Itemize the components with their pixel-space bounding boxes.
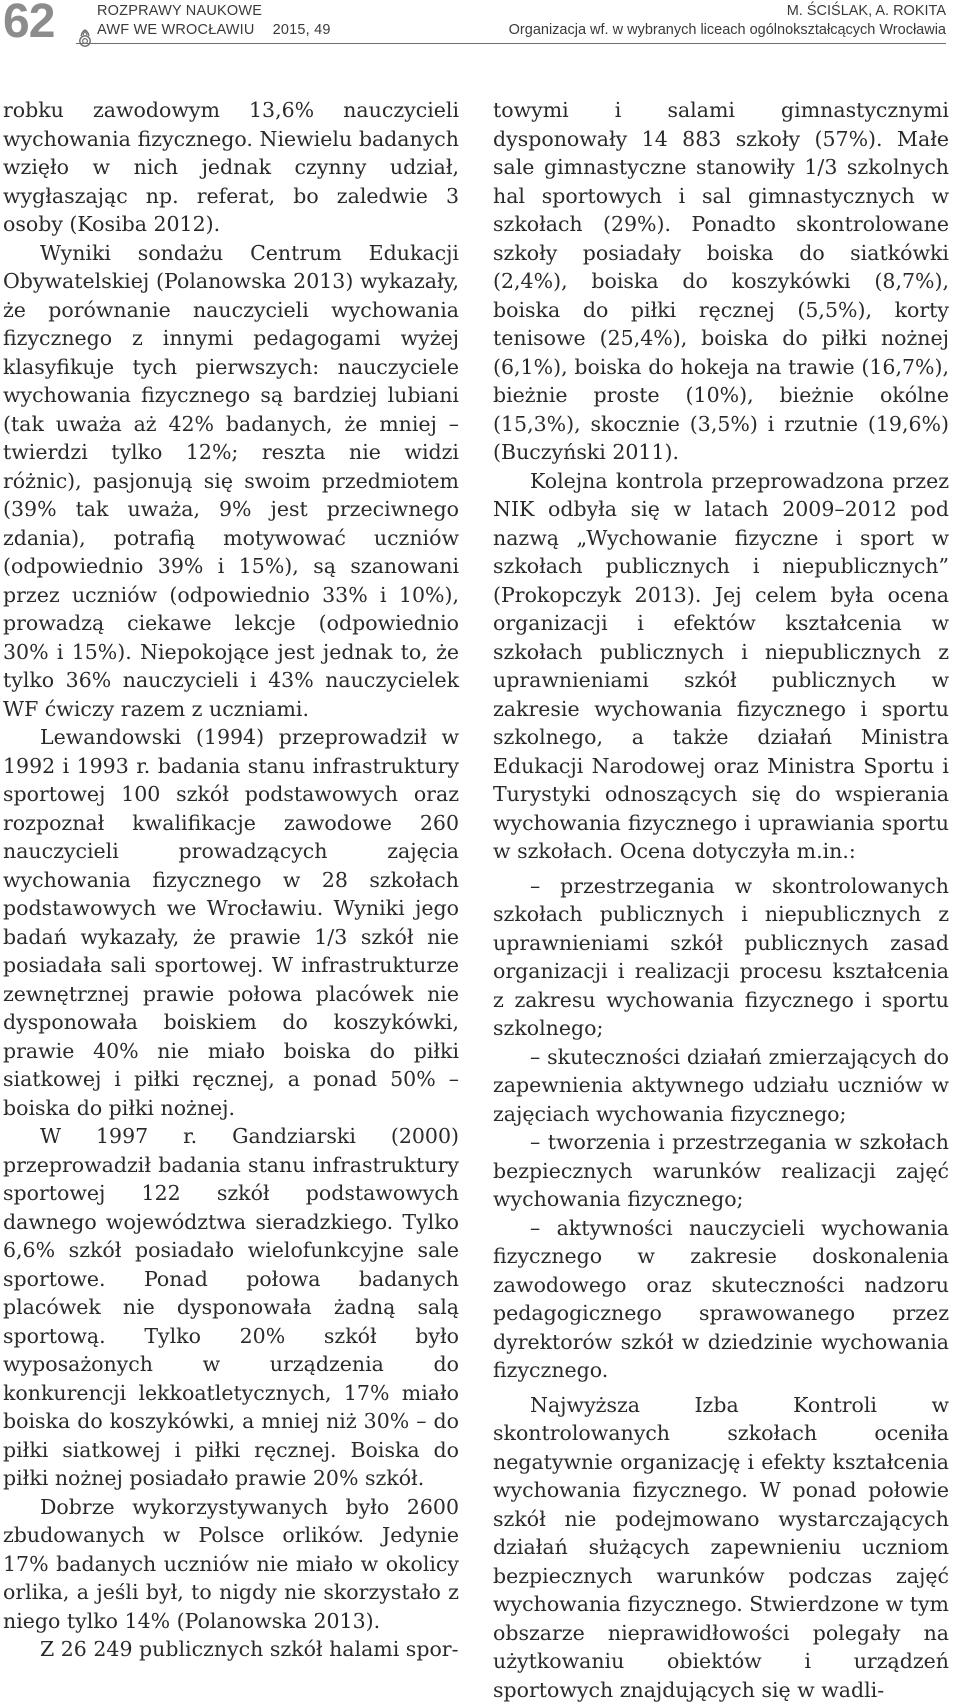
journal-logo-icon <box>76 29 94 47</box>
article-short-title: Organizacja wf. w wybranych liceach ogólnokształcących Wrocławia <box>509 22 946 38</box>
journal-institution: AWF WE WROCŁAWIU <box>97 22 255 38</box>
paragraph: robku zawodowym 13,6% nauczycieli wychowania fizycznego. Niewielu badanych wzięło w nich jednak czynny udział, wygłaszając np. referat, bo zaledwie 3 osoby (Kosiba 2012). <box>3 96 459 239</box>
paragraph: Z 26 249 publicznych szkół halami spor- <box>3 1635 459 1664</box>
right-text-column <box>493 96 949 1704</box>
left-text-column <box>3 96 459 1664</box>
list-item: – aktywności nauczycieli wychowania fizycznego w zakresie doskonalenia zawodowego oraz skuteczności nadzoru pedagogicznego sprawowanego przez dyrektorów szkół w dziedzinie wychowania fizycznego. <box>493 1214 949 1385</box>
journal-title-line-1: ROZPRAWY NAUKOWE <box>97 3 262 19</box>
paragraph: Dobrze wykorzystywanych było 2600 zbudowanych w Polsce orlików. Jedynie 17% badanych uczniów nie miało w okolicy orlika, a jeśli był, to nigdy nie skorzystało z niego tylko 14% (Polanowska 2013). <box>3 1493 459 1636</box>
paragraph: towymi i salami gimnastycznymi dysponowały 14 883 szkoły (57%). Małe sale gimnastyczne stanowiły 1/3 szkolnych hal sportowych i sal gimnastycznych w szkołach (29%). Ponadto skontrolowane szkoły posiadały boiska do siatkówki (2,4%), boiska do koszykówki (8,7%), boiska do piłki ręcznej (5,5%), korty tenisowe (25,4%), boiska do piłki nożnej (6,1%), boiska do hokeja na trawie (16,7%), bieżnie proste (10%), bieżnie okólne (15,3%), skocznie (3,5%) i rzutnie (19,6%) (Buczyński 2011). <box>493 96 949 467</box>
list-item: – przestrzegania w skontrolowanych szkołach publicznych i niepublicznych z uprawnieniami szkół publicznych zasad organizacji i realizacji procesu kształcenia z zakresu wychowania fizycznego i sportu szkolnego; <box>493 872 949 1043</box>
list-item: – tworzenia i przestrzegania w szkołach bezpiecznych warunków realizacji zajęć wychowania fizycznego; <box>493 1128 949 1214</box>
page-number: 62 <box>3 0 54 50</box>
running-header <box>0 0 960 48</box>
paragraph: Najwyższa Izba Kontroli w skontrolowanych szkołach oceniła negatywnie organizację i efekty kształcenia wychowania fizycznego. W ponad połowie szkół nie podejmowano wystarczających działań służących zapewnieniu uczniom bezpiecznych warunków podczas zajęć wychowania fizycznego. Stwierdzone w tym obszarze nieprawidłowości polegały na użytkowaniu obiektów i urządzeń sportowych znajdujących się w wadli- <box>493 1391 949 1704</box>
paragraph: Lewandowski (1994) przeprowadził w 1992 i 1993 r. badania stanu infrastruktury sportowej 100 szkół podstawowych oraz rozpoznał kwalifikacje zawodowe 260 nauczycieli prowadzących zajęcia wychowania fizycznego w 28 szkołach podstawowych we Wrocławiu. Wyniki jego badań wykazały, że prawie 1/3 szkół nie posiadała sali sportowej. W infrastrukturze zewnętrznej prawie połowa placówek nie dysponowała boiskiem do koszykówki, prawie 40% nie miało boiska do piłki siatkowej i piłki ręcznej, a ponad 50% – boiska do piłki nożnej. <box>3 723 459 1122</box>
journal-volume-year: 2015, 49 <box>273 22 331 38</box>
list-item: – skuteczności działań zmierzających do zapewnienia aktywnego udziału uczniów w zajęciach wychowania fizycznego; <box>493 1043 949 1129</box>
header-divider <box>76 43 946 44</box>
journal-title-line-2 <box>97 22 331 38</box>
paragraph: Wyniki sondażu Centrum Edukacji Obywatelskiej (Polanowska 2013) wykazały, że porównanie nauczycieli wychowania fizycznego z innymi pedagogami wyżej klasyfikuje tych pierwszych: nauczyciele wychowania fizycznego są bardziej lubiani (tak uważa aż 42% badanych, że mniej – twierdzi tylko 12%; reszta nie widzi różnic), pasjonują się swoim przedmiotem (39% tak uważa, 9% jest przeciwnego zdania), potrafią motywować uczniów (odpowiednio 39% i 15%), są szanowani przez uczniów (odpowiednio 33% i 10%), prowadzą ciekawe lekcje (odpowiednio 30% i 15%). Niepokojące jest jednak to, że tylko 36% nauczycieli i 43% nauczycielek WF ćwiczy razem z uczniami. <box>3 239 459 724</box>
article-authors: M. ŚCIŚLAK, A. ROKITA <box>787 3 946 19</box>
paragraph: Kolejna kontrola przeprowadzona przez NIK odbyła się w latach 2009–2012 pod nazwą „Wychowanie fizyczne i sport w szkołach publicznych i niepublicznych” (Prokopczyk 2013). Jej celem była ocena organizacji i efektów kształcenia w szkołach publicznych i niepublicznych z uprawnieniami szkół publicznych w zakresie wychowania fizycznego i sportu szkolnego, a także działań Ministra Edukacji Narodowej oraz Ministra Sportu i Turystyki odnoszących się do wspierania wychowania fizycznego i uprawiania sportu w szkołach. Ocena dotyczyła m.in.: <box>493 467 949 866</box>
paragraph: W 1997 r. Gandziarski (2000) przeprowadził badania stanu infrastruktury sportowej 122 szkół podstawowych dawnego województwa sieradzkiego. Tylko 6,6% szkół posiadało wielofunkcyjne sale sportowe. Ponad połowa badanych placówek nie dysponowała żadną salą sportową. Tylko 20% szkół było wyposażonych w urządzenia do konkurencji lekkoatletycznych, 17% miało boiska do koszykówki, a mniej niż 30% – do piłki siatkowej i piłki ręcznej. Boiska do piłki nożnej posiadało prawie 20% szkół. <box>3 1122 459 1493</box>
